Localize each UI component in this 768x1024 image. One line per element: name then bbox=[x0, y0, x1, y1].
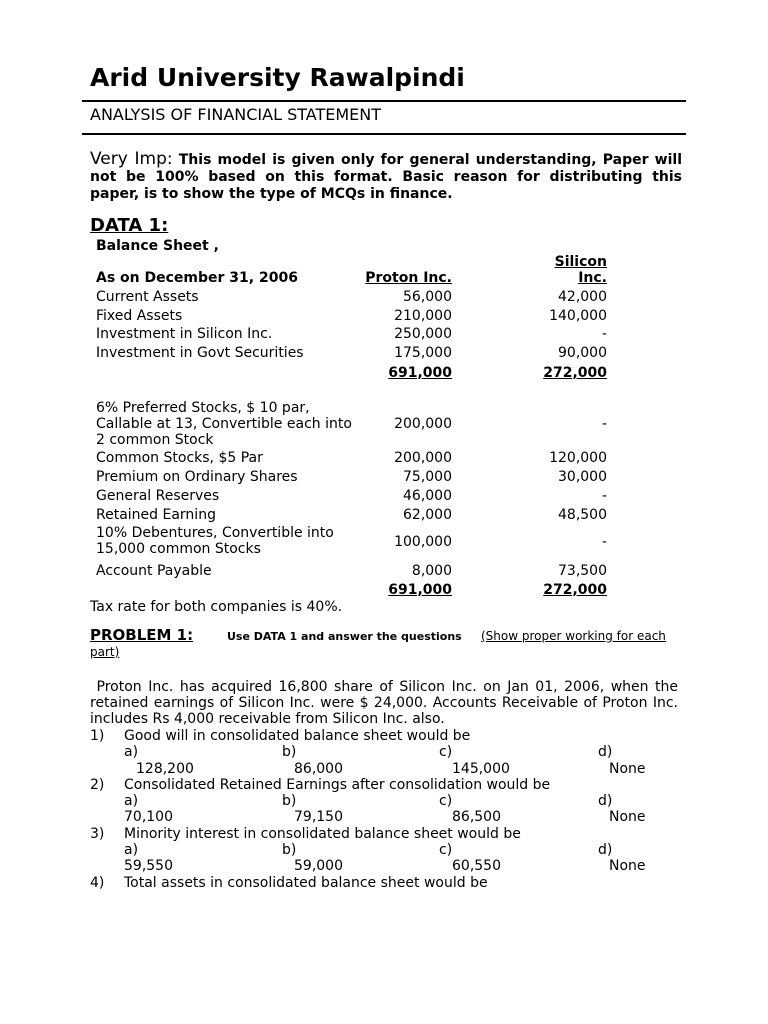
problem-paragraph bbox=[90, 679, 678, 727]
option-letter: c) bbox=[439, 793, 453, 809]
problem-instruction: Use DATA 1 and answer the questions bbox=[227, 630, 462, 643]
question-text: Minority interest in consolidated balance sheet would be bbox=[124, 826, 521, 842]
column-header-proton: Proton Inc. bbox=[365, 270, 452, 286]
asset-label: Fixed Assets bbox=[96, 308, 183, 324]
option-letter: b) bbox=[282, 842, 297, 858]
liability-proton: 100,000 bbox=[394, 534, 452, 550]
asset-proton: 210,000 bbox=[394, 308, 452, 324]
liability-proton: 200,000 bbox=[394, 450, 452, 466]
asset-proton: 56,000 bbox=[403, 289, 452, 305]
liability-proton: 200,000 bbox=[394, 416, 452, 432]
data-heading: DATA 1: bbox=[90, 215, 169, 236]
question-text: Consolidated Retained Earnings after consolidation would be bbox=[124, 777, 551, 793]
asset-total-silicon: 272,000 bbox=[543, 365, 607, 381]
liability-label: General Reserves bbox=[96, 488, 220, 504]
liability-silicon: 73,500 bbox=[558, 563, 607, 579]
problem-heading: PROBLEM 1: bbox=[90, 626, 194, 644]
liability-proton: 46,000 bbox=[403, 488, 452, 504]
liability-silicon: - bbox=[601, 488, 607, 504]
problem-paragraph-text: Proton Inc. has acquired 16,800 share of Silicon Inc. on Jan 01, 2006, when the retained earnings of Silicon Inc. were $ 24,000. Accounts Receivable of Proton Inc. includes Rs 4,000 receivable from Silicon Inc. also. bbox=[90, 679, 678, 727]
asset-silicon: 140,000 bbox=[549, 308, 607, 324]
asset-label: Current Assets bbox=[96, 289, 199, 305]
note-lead: Very Imp: bbox=[90, 149, 173, 169]
liability-label: Retained Earning bbox=[96, 507, 216, 523]
option-value: 79,150 bbox=[294, 809, 343, 825]
option-letter: b) bbox=[282, 744, 297, 760]
option-value: 59,550 bbox=[124, 858, 173, 874]
option-letter: c) bbox=[439, 842, 453, 858]
option-letter: a) bbox=[124, 793, 139, 809]
liability-label: Account Payable bbox=[96, 563, 212, 579]
liability-total-proton: 691,000 bbox=[388, 582, 452, 598]
tax-note: Tax rate for both companies is 40%. bbox=[90, 599, 343, 615]
important-note bbox=[90, 151, 682, 203]
title-divider bbox=[82, 100, 686, 102]
date-label: As on December 31, 2006 bbox=[96, 270, 298, 286]
column-header-silicon-1: Silicon bbox=[554, 254, 607, 270]
question-number: 3) bbox=[90, 826, 105, 842]
liability-silicon: 48,500 bbox=[558, 507, 607, 523]
liability-proton: 62,000 bbox=[403, 507, 452, 523]
note-text: This model is given only for general understanding, Paper will not be 100% based on this format. Basic reason for distributing this paper, is to show the type of MCQs in finance. bbox=[90, 152, 682, 202]
option-value: 70,100 bbox=[124, 809, 173, 825]
liability-label: 6% Preferred Stocks, $ 10 par, Callable at 13, Convertible each into 2 common Stock bbox=[96, 400, 352, 448]
question-text: Total assets in consolidated balance sheet would be bbox=[124, 875, 488, 891]
asset-silicon: - bbox=[601, 326, 607, 342]
asset-silicon: 90,000 bbox=[558, 345, 607, 361]
balance-sheet-title: Balance Sheet , bbox=[96, 238, 219, 254]
liability-silicon: 30,000 bbox=[558, 469, 607, 485]
option-letter: a) bbox=[124, 842, 139, 858]
question-number: 2) bbox=[90, 777, 105, 793]
liability-silicon: 120,000 bbox=[549, 450, 607, 466]
option-letter: d) bbox=[598, 793, 613, 809]
page-title: Arid University Rawalpindi bbox=[90, 63, 465, 92]
asset-label: Investment in Govt Securities bbox=[96, 345, 304, 361]
liability-proton: 8,000 bbox=[411, 563, 452, 579]
question-text: Good will in consolidated balance sheet would be bbox=[124, 728, 471, 744]
option-letter: d) bbox=[598, 744, 613, 760]
liability-label: Common Stocks, $5 Par bbox=[96, 450, 263, 466]
option-value: 86,500 bbox=[452, 809, 501, 825]
asset-proton: 250,000 bbox=[394, 326, 452, 342]
asset-total-proton: 691,000 bbox=[388, 365, 452, 381]
option-value: 145,000 bbox=[452, 761, 510, 777]
page-subtitle: ANALYSIS OF FINANCIAL STATEMENT bbox=[90, 105, 381, 124]
asset-label: Investment in Silicon Inc. bbox=[96, 326, 273, 342]
option-value: 128,200 bbox=[136, 761, 194, 777]
option-value: None bbox=[609, 858, 646, 874]
option-value: 86,000 bbox=[294, 761, 343, 777]
option-value: 59,000 bbox=[294, 858, 343, 874]
option-value: None bbox=[609, 809, 646, 825]
option-letter: c) bbox=[439, 744, 453, 760]
option-value: None bbox=[609, 761, 646, 777]
question-number: 1) bbox=[90, 728, 105, 744]
subtitle-divider bbox=[82, 133, 686, 135]
show-working-note: (Show proper working for each bbox=[481, 629, 666, 643]
asset-proton: 175,000 bbox=[394, 345, 452, 361]
liability-total-silicon: 272,000 bbox=[543, 582, 607, 598]
option-letter: b) bbox=[282, 793, 297, 809]
liability-label: 10% Debentures, Convertible into 15,000 common Stocks bbox=[96, 525, 334, 557]
liability-silicon: - bbox=[601, 416, 607, 432]
option-letter: d) bbox=[598, 842, 613, 858]
question-number: 4) bbox=[90, 875, 105, 891]
show-working-note-cont: part) bbox=[90, 645, 120, 659]
liability-label: Premium on Ordinary Shares bbox=[96, 469, 298, 485]
asset-silicon: 42,000 bbox=[558, 289, 607, 305]
liability-silicon: - bbox=[601, 534, 607, 550]
option-letter: a) bbox=[124, 744, 139, 760]
option-value: 60,550 bbox=[452, 858, 501, 874]
liability-proton: 75,000 bbox=[403, 469, 452, 485]
column-header-silicon-2: Inc. bbox=[578, 270, 607, 286]
